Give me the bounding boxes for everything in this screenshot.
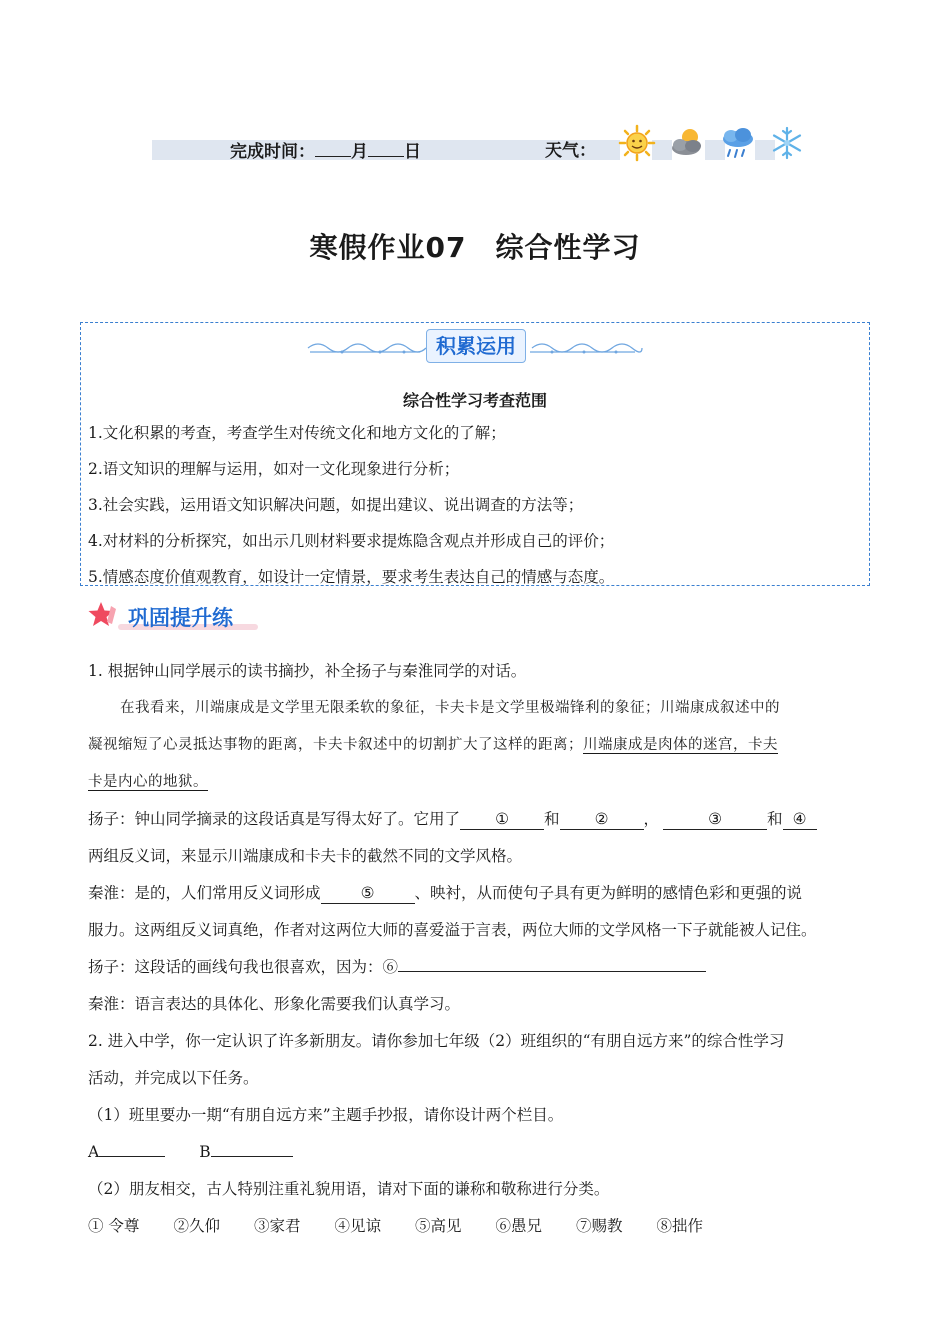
choice-item: ⑥愚兄 <box>495 1217 543 1235</box>
blank-6[interactable] <box>398 971 706 972</box>
dialogue-yangzi-1 <box>88 806 868 843</box>
day-blank[interactable] <box>368 140 404 157</box>
q2-sub2: （2）朋友相交，古人特别注重礼貌用语，请对下面的谦称和敬称进行分类。 <box>88 1180 610 1198</box>
choice-item: ⑧拙作 <box>656 1217 704 1235</box>
dialogue-text: 两组反义词，来显示川端康成和卡夫卡的截然不同的文学风格。 <box>88 847 523 865</box>
accumulation-heading: 综合性学习考查范围 <box>402 391 547 410</box>
star-icon <box>88 600 122 630</box>
q2-intro-cont: 活动，并完成以下任务。 <box>88 1069 259 1087</box>
practice-content <box>88 658 868 1250</box>
dialogue-yangzi-2 <box>88 954 868 991</box>
dialogue-text: 服力。这两组反义词真绝，作者对这两位大师的喜爱溢于言表，两位大师的文学风格一下子就能被人记住。 <box>88 921 817 939</box>
month-blank[interactable] <box>315 140 351 157</box>
column-b-label: B <box>199 1143 211 1161</box>
blank-5[interactable]: ⑤ <box>321 883 415 904</box>
dialogue-qinhuai-2: 秦淮：语言表达的具体化、形象化需要我们认真学习。 <box>88 995 461 1013</box>
blank-3[interactable]: ③ <box>663 809 767 830</box>
weather-label: 天气： <box>545 141 596 161</box>
column-answers <box>88 1139 868 1176</box>
quote-line: 在我看来，川端康成是文学里无限柔软的象征，卡夫卡是文学里极端锋利的象征；川端康成叙述中的 <box>120 700 780 716</box>
choice-item: ②久仰 <box>173 1217 220 1235</box>
list-item: 1.文化积累的考查，考查学生对传统文化和地方文化的了解； <box>88 424 506 442</box>
month-label: 月 <box>351 142 368 162</box>
snowflake-icon[interactable] <box>767 124 807 162</box>
practice-section-title: 巩固提升练 <box>128 606 233 630</box>
q2-sub1: （1）班里要办一期“有朋自远方来”主题手抄报，请你设计两个栏目。 <box>88 1106 564 1124</box>
list-item: 4.对材料的分析探究，如出示几则材料要求提炼隐含观点并形成自己的评价； <box>88 532 615 550</box>
choice-item: ⑦赐教 <box>576 1217 623 1235</box>
q2-intro: 2. 进入中学，你一定认识了许多新朋友。请你参加七年级（2）班组织的“有朋自远方来”的综合性学习 <box>88 1032 785 1050</box>
quote-line <box>88 769 868 806</box>
list-item: 5.情感态度价值观教育，如设计一定情景，要求考生表达自己的情感与态度。 <box>88 568 615 586</box>
dialogue-text: 扬子：钟山同学摘录的这段话真是写得太好了。它用了 <box>88 810 461 828</box>
list-item: 3.社会实践，运用语文知识解决问题，如提出建议、说出调查的方法等； <box>88 496 584 514</box>
underlined-sentence: 川端康成是肉体的迷宫，卡夫 <box>583 737 778 753</box>
choice-item: ③家君 <box>253 1217 301 1235</box>
dialogue-text: 秦淮：是的，人们常用反义词形成 <box>88 884 321 902</box>
choice-item: ① 令尊 <box>88 1217 140 1235</box>
list-item: 2.语文知识的理解与运用，如对一文化现象进行分析； <box>88 460 460 478</box>
quote-text: 凝视缩短了心灵抵达事物的距离，卡夫卡叙述中的切割扩大了这样的距离； <box>88 737 583 753</box>
choice-item: ④见谅 <box>334 1217 381 1235</box>
scope-list <box>88 420 858 600</box>
blank-4[interactable]: ④ <box>783 809 817 830</box>
dialogue-text: 扬子：这段话的画线句我也很喜欢，因为：⑥ <box>88 958 399 976</box>
rain-icon[interactable] <box>718 124 758 162</box>
choice-item: ⑤高见 <box>414 1217 462 1235</box>
column-a-label: A <box>88 1143 100 1161</box>
day-label: 日 <box>404 142 421 162</box>
blank-1[interactable]: ① <box>460 809 544 830</box>
connector: 和 <box>767 810 783 828</box>
column-a-blank[interactable] <box>99 1156 165 1157</box>
column-b-blank[interactable] <box>211 1156 293 1157</box>
accumulation-banner: 积累运用 <box>426 329 526 363</box>
sunny-icon[interactable] <box>617 124 657 162</box>
connector: 和 <box>544 810 560 828</box>
blank-2[interactable]: ② <box>560 809 644 830</box>
quote-line <box>88 732 868 769</box>
partly-cloudy-icon[interactable] <box>668 124 708 162</box>
dialogue-text: 、映衬，从而使句子具有更为鲜明的感情色彩和更强的说 <box>414 884 803 902</box>
honorific-choices <box>88 1213 868 1250</box>
completion-label: 完成时间： <box>230 142 315 162</box>
q1-intro: 1. 根据钟山同学展示的读书摘抄，补全扬子与秦淮同学的对话。 <box>88 662 527 680</box>
completion-time <box>230 140 421 164</box>
page-title: 寒假作业07 综合性学习 <box>309 231 641 264</box>
underlined-sentence: 卡是内心的地狱。 <box>88 774 208 790</box>
dialogue-qinhuai-1 <box>88 880 868 917</box>
connector: ， <box>643 810 660 828</box>
